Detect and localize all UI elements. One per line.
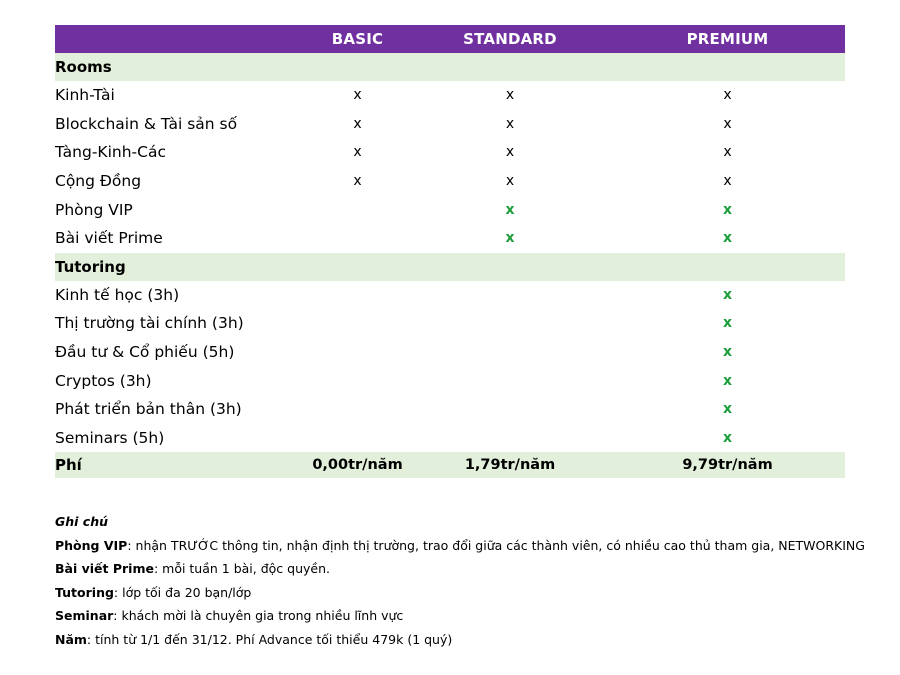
table-row (55, 167, 845, 196)
plan-comparison-table (55, 25, 845, 478)
fee-standard: 1,79tr/năm (464, 457, 556, 474)
table-row (55, 366, 845, 395)
header-empty-cell (55, 25, 305, 53)
feature-name: Bài viết Prime (55, 229, 163, 248)
basic-mark: x (353, 173, 362, 190)
section-title: Rooms (55, 58, 112, 76)
note-text: : lớp tối đa 20 bạn/lớp (113, 584, 252, 600)
note-item (55, 604, 855, 628)
feature-name: Seminars (5h) (55, 428, 165, 447)
premium-mark: x (723, 87, 732, 104)
header-premium: PREMIUM (686, 30, 769, 48)
fee-label: Phí (55, 456, 82, 475)
feature-name: Kinh-Tài (55, 86, 115, 105)
header-basic: BASIC (331, 30, 384, 48)
basic-mark: x (353, 87, 362, 104)
premium-mark: x (723, 144, 732, 161)
table-row (55, 395, 845, 424)
feature-name: Cộng Đồng (55, 172, 142, 191)
feature-name: Đầu tư & Cổ phiếu (5h) (55, 343, 235, 362)
basic-mark (305, 424, 410, 453)
note-term: Seminar (55, 608, 114, 623)
table-row (55, 338, 845, 367)
table-row (55, 424, 845, 453)
basic-mark (305, 395, 410, 424)
basic-mark (305, 224, 410, 253)
premium-mark: x (722, 230, 733, 247)
premium-mark: x (722, 344, 733, 361)
standard-mark (410, 366, 610, 395)
standard-mark: x (505, 201, 515, 218)
note-text: : mỗi tuần 1 bài, độc quyền. (153, 561, 330, 576)
basic-mark (305, 309, 410, 338)
feature-name: Phòng VIP (55, 200, 133, 219)
section-row-rooms (55, 53, 845, 81)
basic-mark (305, 195, 410, 224)
plan-header-row (55, 25, 845, 53)
fee-premium: 9,79tr/năm (682, 457, 773, 474)
premium-mark: x (723, 173, 732, 190)
standard-mark (410, 281, 610, 310)
standard-mark: x (505, 144, 515, 161)
table-row (55, 281, 845, 310)
feature-name: Thị trường tài chính (3h) (55, 314, 244, 333)
table-row (55, 224, 845, 253)
feature-name: Blockchain & Tài sản số (55, 114, 238, 133)
standard-mark (410, 338, 610, 367)
header-standard: STANDARD (463, 30, 557, 48)
notes-title: Ghi chú (55, 514, 109, 529)
standard-mark: x (505, 173, 515, 190)
basic-mark (305, 366, 410, 395)
plan-table-body (55, 53, 845, 478)
note-term: Năm (55, 631, 87, 647)
fee-row (55, 452, 845, 478)
note-item (55, 557, 855, 581)
note-text: : nhận TRƯỚC thông tin, nhận định thị trường, trao đổi giữa các thành viên, có nhiều cao thủ tham gia, NETWORKING (127, 537, 865, 553)
table-row (55, 110, 845, 139)
note-item (55, 628, 855, 652)
premium-mark: x (722, 429, 733, 446)
standard-mark: x (505, 230, 515, 247)
fee-basic: 0,00tr/năm (312, 457, 403, 474)
standard-mark: x (505, 115, 515, 132)
notes-section (55, 510, 865, 651)
basic-mark: x (353, 115, 362, 132)
table-row (55, 309, 845, 338)
premium-mark: x (722, 315, 733, 332)
standard-mark (410, 309, 610, 338)
feature-name: Kinh tế học (3h) (55, 285, 180, 304)
standard-mark (410, 424, 610, 453)
table-row (55, 81, 845, 110)
premium-mark: x (722, 401, 733, 418)
basic-mark (305, 338, 410, 367)
feature-name: Cryptos (3h) (55, 371, 152, 390)
feature-name: Phát triển bản thân (3h) (55, 400, 242, 419)
feature-name: Tàng-Kinh-Các (55, 143, 166, 162)
premium-mark: x (722, 201, 733, 218)
note-text: : tính từ 1/1 đến 31/12. Phí Advance tối thiểu 479k (1 quý) (86, 631, 453, 647)
notes-title-line (55, 510, 855, 534)
note-term: Tutoring (55, 584, 114, 600)
standard-mark (410, 395, 610, 424)
premium-mark: x (723, 115, 732, 132)
section-row-tutoring (55, 253, 845, 281)
premium-mark: x (722, 286, 733, 303)
table-row (55, 138, 845, 167)
note-term: Bài viết Prime (55, 561, 154, 576)
section-title: Tutoring (55, 257, 126, 276)
standard-mark: x (505, 87, 515, 104)
premium-mark: x (722, 372, 733, 389)
table-row (55, 195, 845, 224)
note-item (55, 581, 855, 605)
note-item (55, 534, 865, 558)
note-text: : khách mời là chuyên gia trong nhiều lĩnh vực (113, 608, 404, 623)
basic-mark (305, 281, 410, 310)
basic-mark: x (353, 144, 362, 161)
note-term: Phòng VIP (55, 537, 128, 553)
